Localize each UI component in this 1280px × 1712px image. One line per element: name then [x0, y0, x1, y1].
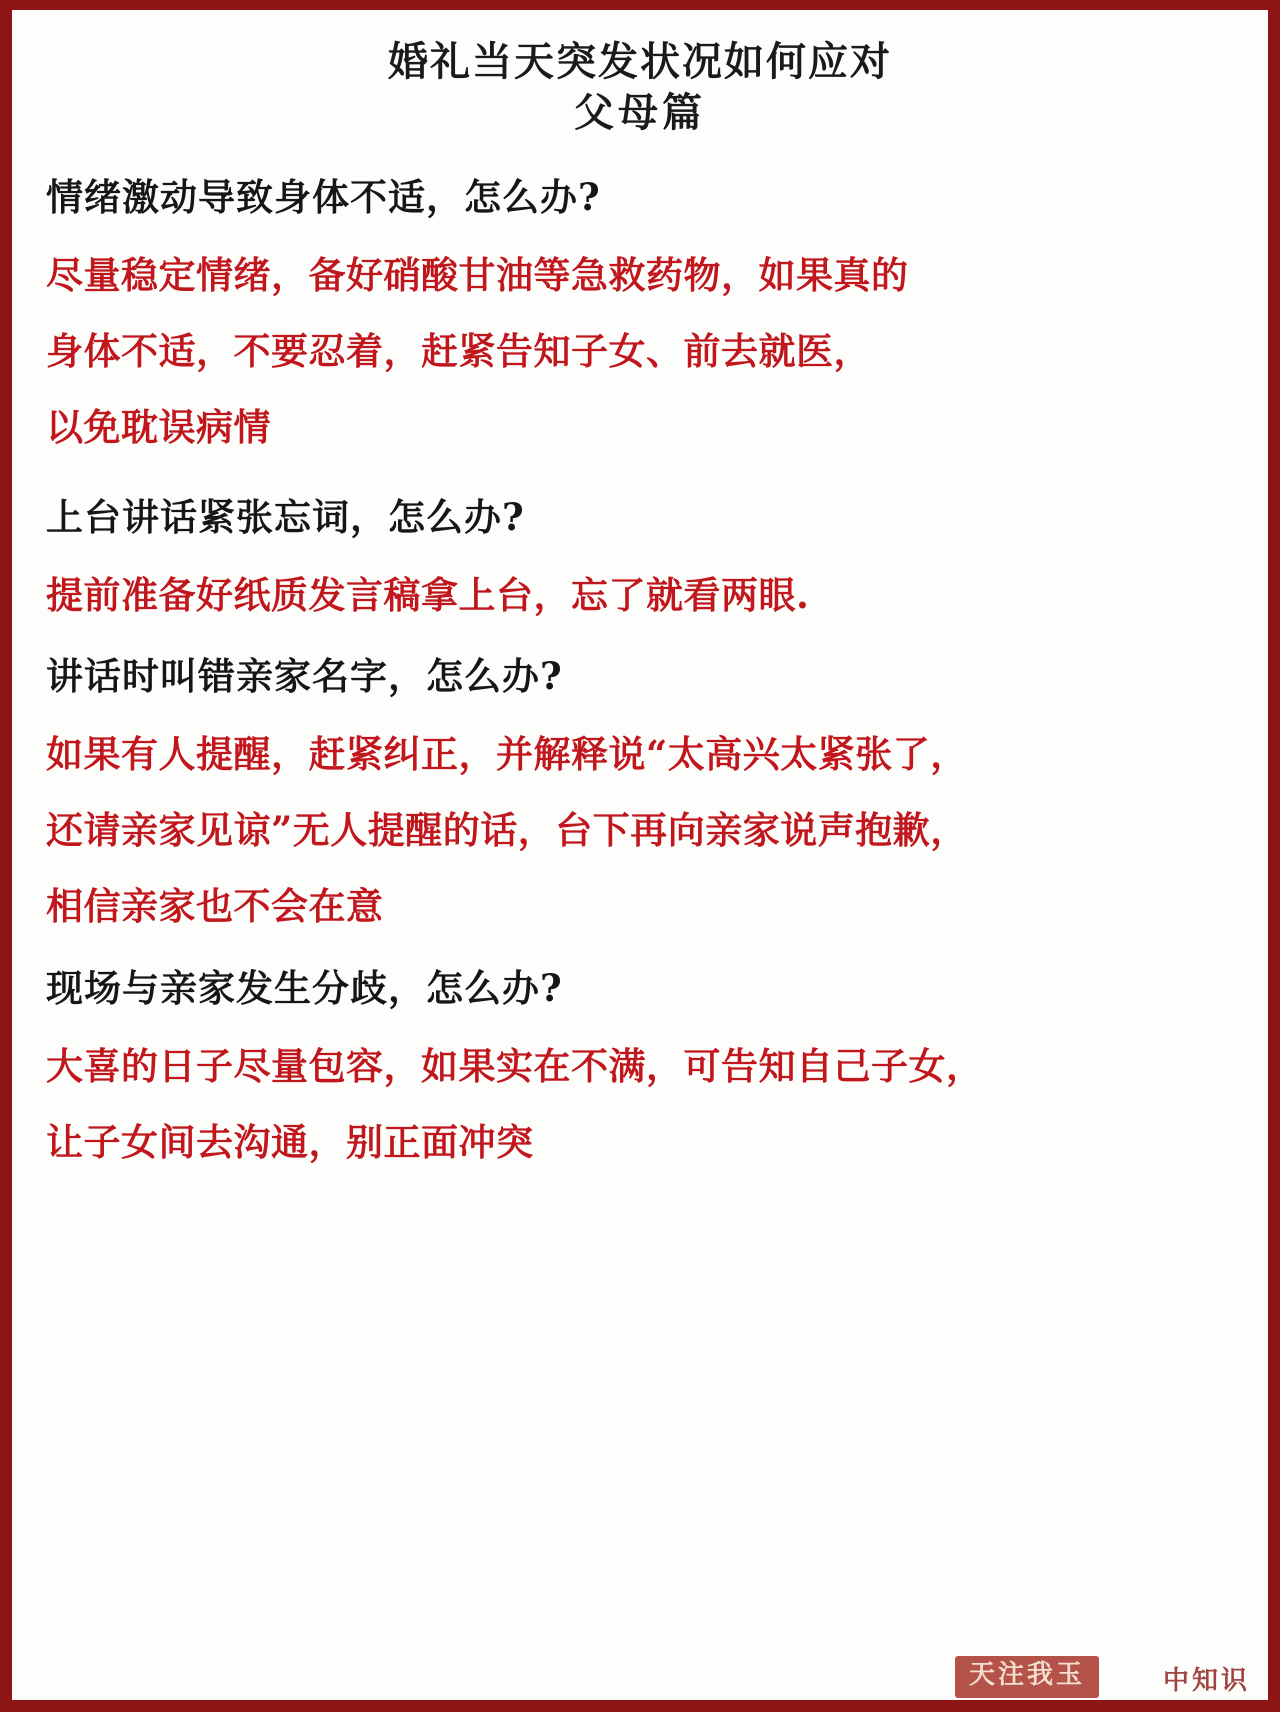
watermark-stamp-right: 中知识	[1162, 1666, 1250, 1696]
answer-line: 相信亲家也不会在意	[46, 883, 384, 928]
answer-line: 大喜的日子尽量包容，如果实在不满，可告知自己子女，	[46, 1043, 984, 1088]
question-text: 情绪激动导致身体不适，怎么办?	[46, 175, 601, 220]
qa-block	[46, 951, 1234, 1181]
answer-line: 尽量稳定情绪，备好硝酸甘油等急救药物，如果真的	[46, 253, 909, 298]
watermark-stamp-left: 天注我玉	[955, 1656, 1099, 1698]
answer-line: 让子女间去沟通，别正面冲突	[46, 1119, 534, 1164]
answer-line: 身体不适，不要忍着，赶紧告知子女、前去就医，	[46, 329, 871, 374]
question-text: 讲话时叫错亲家名字，怎么办?	[46, 654, 563, 699]
title-line-1: 婚礼当天突发状况如何应对	[388, 38, 892, 85]
answer-text	[46, 717, 1234, 945]
answer-line: 还请亲家见谅”无人提醒的话，台下再向亲家说声抱歉，	[46, 808, 968, 853]
title-line-2: 父母篇	[574, 89, 706, 137]
question-text: 上台讲话紧张忘词，怎么办?	[46, 494, 525, 539]
answer-line: 提前准备好纸质发言稿拿上台，忘了就看两眼.	[46, 572, 810, 617]
spacer	[46, 472, 1234, 480]
answer-line: 以免耽误病情	[46, 404, 271, 449]
answer-text	[46, 558, 1234, 634]
question-text: 现场与亲家发生分歧，怎么办?	[46, 965, 563, 1010]
watermark	[955, 1656, 1250, 1698]
answer-text	[46, 238, 1234, 466]
answer-text	[46, 1029, 1234, 1181]
answer-line: 如果有人提醒，赶紧纠正，并解释说“太高兴太紧张了，	[46, 732, 968, 777]
qa-block	[46, 480, 1234, 634]
poster-page	[12, 10, 1268, 1700]
qa-block	[46, 639, 1234, 944]
qa-block	[46, 160, 1234, 465]
page-title	[46, 36, 1234, 138]
